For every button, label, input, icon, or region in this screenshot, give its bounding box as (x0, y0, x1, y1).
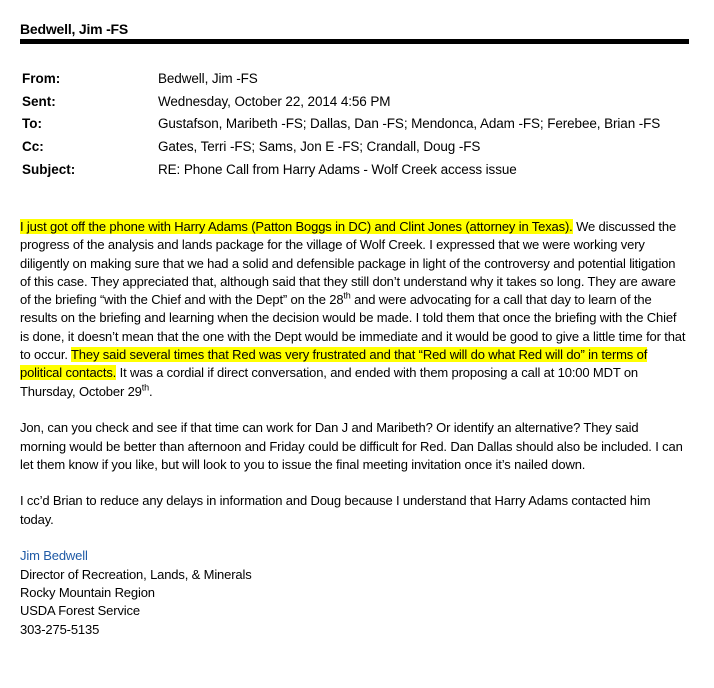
header-sent (22, 91, 660, 114)
body-text: and were advocating for a call that day to learn of the results on the briefing and learning when the decision would be made. I told them that once the briefing with the Chief is done, it doesn’t mean that the one with the Dept would be immediate and it would be good to give a little time for that to occur. (20, 292, 686, 363)
highlighted-text: They said several times that Red was very frustrated and that “Red will do what Red will do” in terms of political contacts. (20, 347, 648, 381)
ordinal-suffix: th (141, 382, 149, 393)
body-paragraph-2: Jon, can you check and see if that time can work for Dan J and Maribeth? Or identify an alternative? They said morning would be better than afternoon and Friday could be difficult for Red. Dan Dallas should also be included. I can let them know if you like, but will look to you to issue the final meeting invitation once it’s nailed down. (20, 420, 683, 472)
body-paragraph-1 (20, 218, 686, 401)
signature-phone: 303-275-5135 (20, 621, 100, 637)
header-cc (22, 136, 660, 159)
signature-title: Director of Recreation, Lands, & Minerals (20, 566, 252, 582)
header-label: Subject: (22, 161, 76, 177)
header-label: Sent: (22, 93, 56, 109)
signature-name: Jim Bedwell (20, 548, 88, 564)
header-value: Bedwell, Jim -FS (158, 71, 258, 86)
header-subject (22, 159, 660, 182)
header-label: Cc: (22, 139, 44, 155)
body-paragraph-3: I cc’d Brian to reduce any delays in information and Doug because I understand that Harry Adams contacted him today. (20, 493, 651, 527)
header-label: From: (22, 71, 61, 86)
header-divider (20, 39, 689, 44)
signature-region: Rocky Mountain Region (20, 584, 155, 600)
header-value: Gates, Terri -FS; Sams, Jon E -FS; Crandall, Doug -FS (158, 139, 481, 155)
header-value: RE: Phone Call from Harry Adams - Wolf Creek access issue (158, 161, 517, 177)
highlighted-text: I just got off the phone with Harry Adams (Patton Boggs in DC) and Clint Jones (attorney in Texas). (20, 219, 573, 234)
header-value: Gustafson, Maribeth -FS; Dallas, Dan -FS; Mendonca, Adam -FS; Ferebee, Brian -FS (158, 116, 661, 132)
body-text: . (148, 383, 153, 399)
document-title: Bedwell, Jim -FS (20, 21, 129, 37)
header-label: To: (22, 116, 42, 132)
header-value: Wednesday, October 22, 2014 4:56 PM (158, 93, 391, 109)
signature-org: USDA Forest Service (20, 603, 140, 619)
signature-block (20, 547, 686, 638)
ordinal-suffix: th (343, 290, 351, 301)
header-from (22, 68, 660, 91)
body-text: It was a cordial if direct conversation, and ended with them proposing a call at 10:00 MDT on Thursday, October 29 (20, 365, 638, 399)
email-headers (22, 68, 660, 181)
header-to (22, 113, 660, 136)
body-text: We discussed the progress of the analysis and lands package for the village of Wolf Creek. I expressed that we were working very diligently on making sure that we had a solid and defensible package in light of the controversy and potential litigation of this case. They appreciated that, although said that they still don’t understand why it takes so long. They are aware of the briefing “with the Chief and with the Dept” on the 28 (20, 219, 677, 308)
email-body (20, 218, 686, 639)
